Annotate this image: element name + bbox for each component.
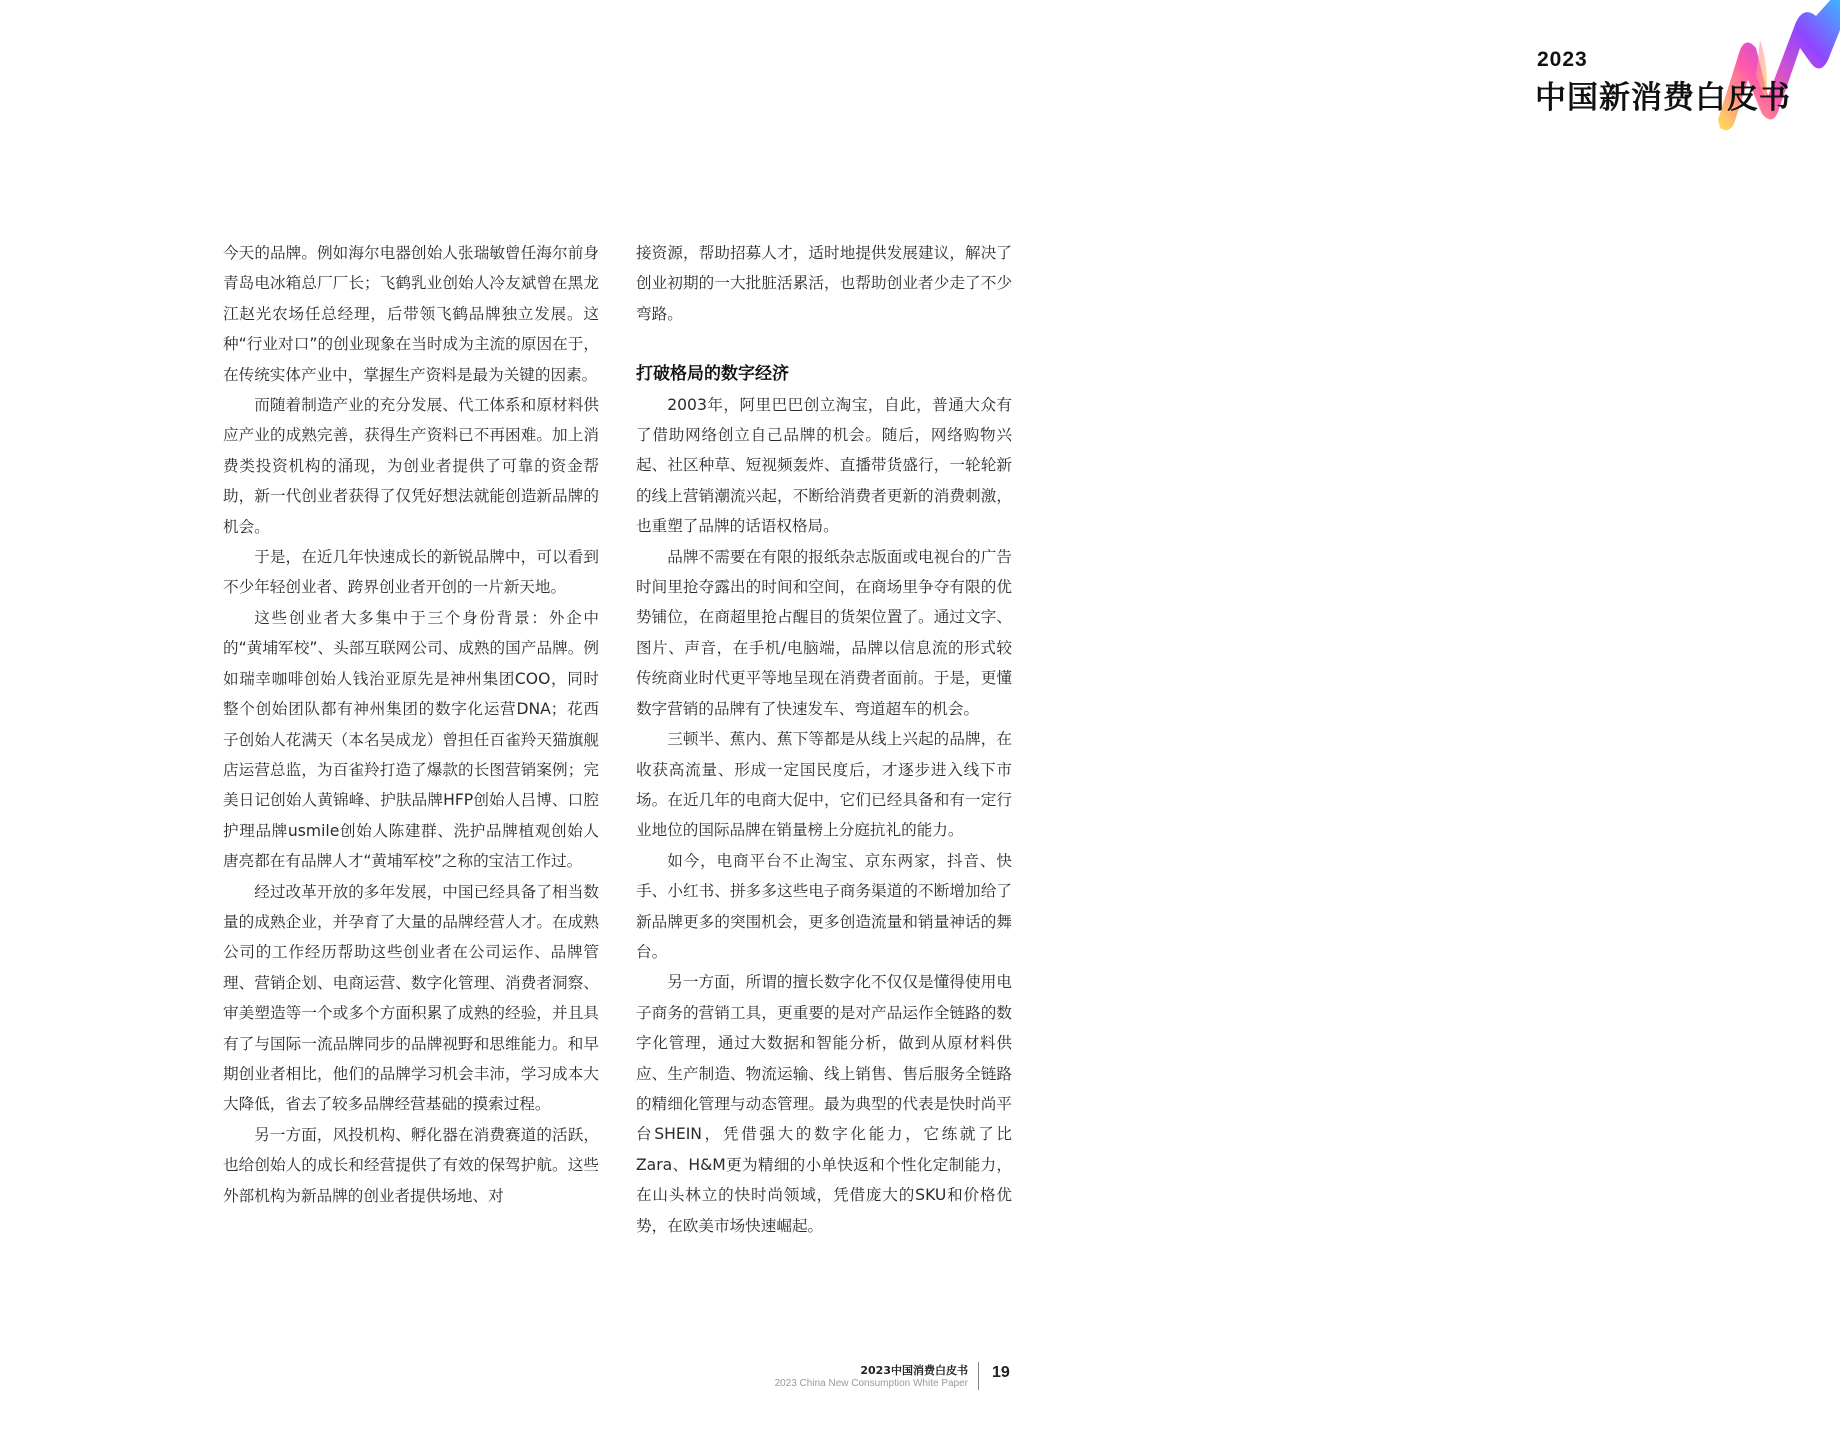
section-heading: 打破格局的数字经济 <box>636 364 789 385</box>
right-paragraph-3: 三顿半、蕉内、蕉下等都是从线上兴起的品牌，在收获高流量、形成一定国民度后，才逐步进入线下市场。在近几年的电商大促中，它们已经具备和有一定行业地位的国际品牌在销量榜上分庭抗礼的能力。 <box>636 730 1012 840</box>
left-paragraph-1: 今天的品牌。例如海尔电器创始人张瑞敏曾任海尔前身青岛电冰箱总厂厂长；飞鹤乳业创始人冷友斌曾在黑龙江赵光农场任总经理，后带领飞鹤品牌独立发展。这种“行业对口”的创业现象在当时成为主流的原因在于，在传统实体产业中，掌握生产资料是最为关键的因素。 <box>223 244 599 384</box>
left-paragraph-2: 而随着制造产业的充分发展、代工体系和原材料供应产业的成熟完善，获得生产资料已不再困难。加上消费类投资机构的涌现，为创业者提供了可靠的资金帮助，新一代创业者获得了仅凭好想法就能创造新品牌的机会。 <box>223 396 599 536</box>
right-paragraph-5: 另一方面，所谓的擅长数字化不仅仅是懂得使用电子商务的营销工具，更重要的是对产品运作全链路的数字化管理，通过大数据和智能分析，做到从原材料供应、生产制造、物流运输、线上销售、售后服务全链路的精细化管理与动态管理。最为典型的代表是快时尚平台SHEIN，凭借强大的数字化能力，它练就了比Zara、H&M更为精细的小单快返和个性化定制能力，在山头林立的快时尚领域，凭借庞大的SKU和价格优势，在欧美市场快速崛起。 <box>636 973 1012 1235</box>
left-paragraph-6: 另一方面，风投机构、孵化器在消费赛道的活跃，也给创始人的成长和经营提供了有效的保驾护航。这些外部机构为新品牌的创业者提供场地、对 <box>223 1125 599 1205</box>
footer-divider <box>978 1362 979 1390</box>
footer-title: 2023中国消费白皮书 <box>860 1364 968 1377</box>
left-paragraph-5: 经过改革开放的多年发展，中国已经具备了相当数量的成熟企业，并孕育了大量的品牌经营人才。在成熟公司的工作经历帮助这些创业者在公司运作、品牌管理、营销企划、电商运营、数字化管理、消费者洞察、审美塑造等一个或多个方面积累了成熟的经验，并且具有了与国际一流品牌同步的品牌视野和思维能力。和早期创业者相比，他们的品牌学习机会丰沛，学习成本大大降低，省去了较多品牌经营基础的摸索过程。 <box>223 882 599 1114</box>
right-column <box>636 238 1012 1241</box>
section-spacer <box>636 329 1012 359</box>
right-intro-paragraph: 接资源，帮助招募人才，适时地提供发展建议，解决了创业初期的一大批脏活累活，也帮助创业者少走了不少弯路。 <box>636 244 1012 323</box>
left-paragraph-3: 于是，在近几年快速成长的新锐品牌中，可以看到不少年轻创业者、跨界创业者开创的一片新天地。 <box>223 548 599 597</box>
logo-year: 2023 <box>1537 48 1588 71</box>
logo-title: 中国新消费白皮书 <box>1535 80 1791 116</box>
left-column <box>223 238 599 1211</box>
right-paragraph-4: 如今，电商平台不止淘宝、京东两家，抖音、快手、小红书、拼多多这些电子商务渠道的不断增加给了新品牌更多的突围机会，更多创造流量和销量神话的舞台。 <box>636 851 1012 961</box>
header-logo <box>760 0 1791 140</box>
left-paragraph-4: 这些创业者大多集中于三个身份背景：外企中的“黄埔军校”、头部互联网公司、成熟的国产品牌。例如瑞幸咖啡创始人钱治亚原先是神州集团COO，同时整个创始团队都有神州集团的数字化运营DNA；花西子创始人花满天（本名吴成龙）曾担任百雀羚天猫旗舰店运营总监，为百雀羚打造了爆款的长图营销案例；完美日记创始人黄锦峰、护肤品牌HFP创始人吕博、口腔护理品牌usmile创始人陈建群、洗护品牌植观创始人唐亮都在有品牌人才“黄埔军校”之称的宝洁工作过。 <box>223 608 599 871</box>
page-number: 19 <box>992 1364 1010 1381</box>
ribbon-logo-graphic <box>1700 0 1840 140</box>
right-paragraph-1: 2003年，阿里巴巴创立淘宝，自此，普通大众有了借助网络创立自己品牌的机会。随后，网络购物兴起、社区种草、短视频轰炸、直播带货盛行，一轮轮新的线上营销潮流兴起，不断给消费者更新的消费刺激，也重塑了品牌的话语权格局。 <box>636 395 1012 536</box>
right-paragraph-2: 品牌不需要在有限的报纸杂志版面或电视台的广告时间里抢夺露出的时间和空间，在商场里争夺有限的优势铺位，在商超里抢占醒目的货架位置了。通过文字、图片、声音，在手机/电脑端，品牌以信息流的形式较传统商业时代更平等地呈现在消费者面前。于是，更懂数字营销的品牌有了快速发车、弯道超车的机会。 <box>636 547 1012 718</box>
footer-subtitle: 2023 China New Consumption White Paper <box>774 1378 968 1389</box>
